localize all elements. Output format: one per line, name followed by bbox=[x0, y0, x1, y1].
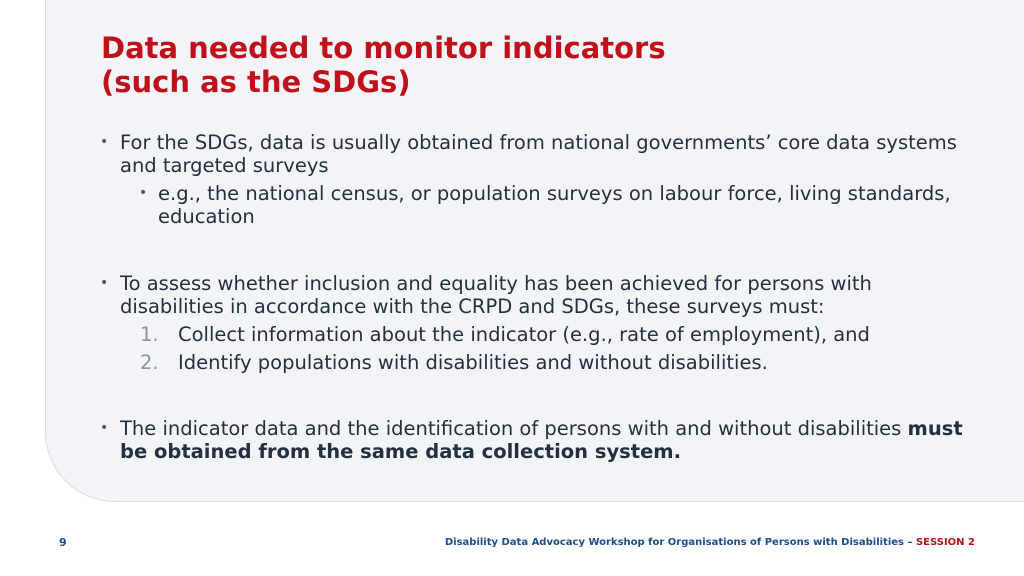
bullet-icon: • bbox=[100, 420, 109, 436]
sub-bullet-examples bbox=[98, 182, 978, 228]
footer-workshop-title: Disability Data Advocacy Workshop for Organisations of Persons with Disabilities – bbox=[444, 537, 916, 548]
item-text: Identify populations with disabilities and without disabilities. bbox=[178, 351, 768, 374]
bullet-icon: • bbox=[139, 185, 148, 201]
bullet-text-plain: The indicator data and the identification of persons with and without disabilities bbox=[120, 417, 908, 440]
bullet-assess-inclusion bbox=[98, 272, 978, 318]
sub-bullet-text: e.g., the national census, or population surveys on labour force, living standards, education bbox=[158, 182, 951, 228]
item-number: 2. bbox=[140, 351, 159, 374]
slide-title bbox=[101, 31, 981, 99]
numbered-item-2 bbox=[98, 351, 978, 374]
numbered-item-1 bbox=[98, 323, 978, 346]
footer-session: SESSION 2 bbox=[915, 537, 975, 548]
item-text: Collect information about the indicator (e.g., rate of employment), and bbox=[178, 323, 870, 346]
slide-body bbox=[98, 131, 978, 463]
bullet-same-system bbox=[98, 417, 978, 463]
bullet-icon: • bbox=[100, 134, 109, 150]
bullet-text-bold: must be obtained from the same data collection system. bbox=[120, 417, 963, 463]
slide-title-line1: Data needed to monitor indicators bbox=[101, 31, 666, 65]
item-number: 1. bbox=[140, 323, 159, 346]
bullet-icon: • bbox=[100, 275, 109, 291]
bullet-data-sources bbox=[98, 131, 978, 177]
bullet-text: To assess whether inclusion and equality has been achieved for persons with disabilities in accordance with the CRPD and SDGs, these surveys must: bbox=[120, 272, 872, 318]
slide-title-line2: (such as the SDGs) bbox=[101, 65, 411, 99]
page-number: 9 bbox=[59, 536, 67, 549]
footer-text bbox=[445, 537, 975, 548]
bullet-text: For the SDGs, data is usually obtained from national governments’ core data systems and targeted surveys bbox=[120, 131, 957, 177]
